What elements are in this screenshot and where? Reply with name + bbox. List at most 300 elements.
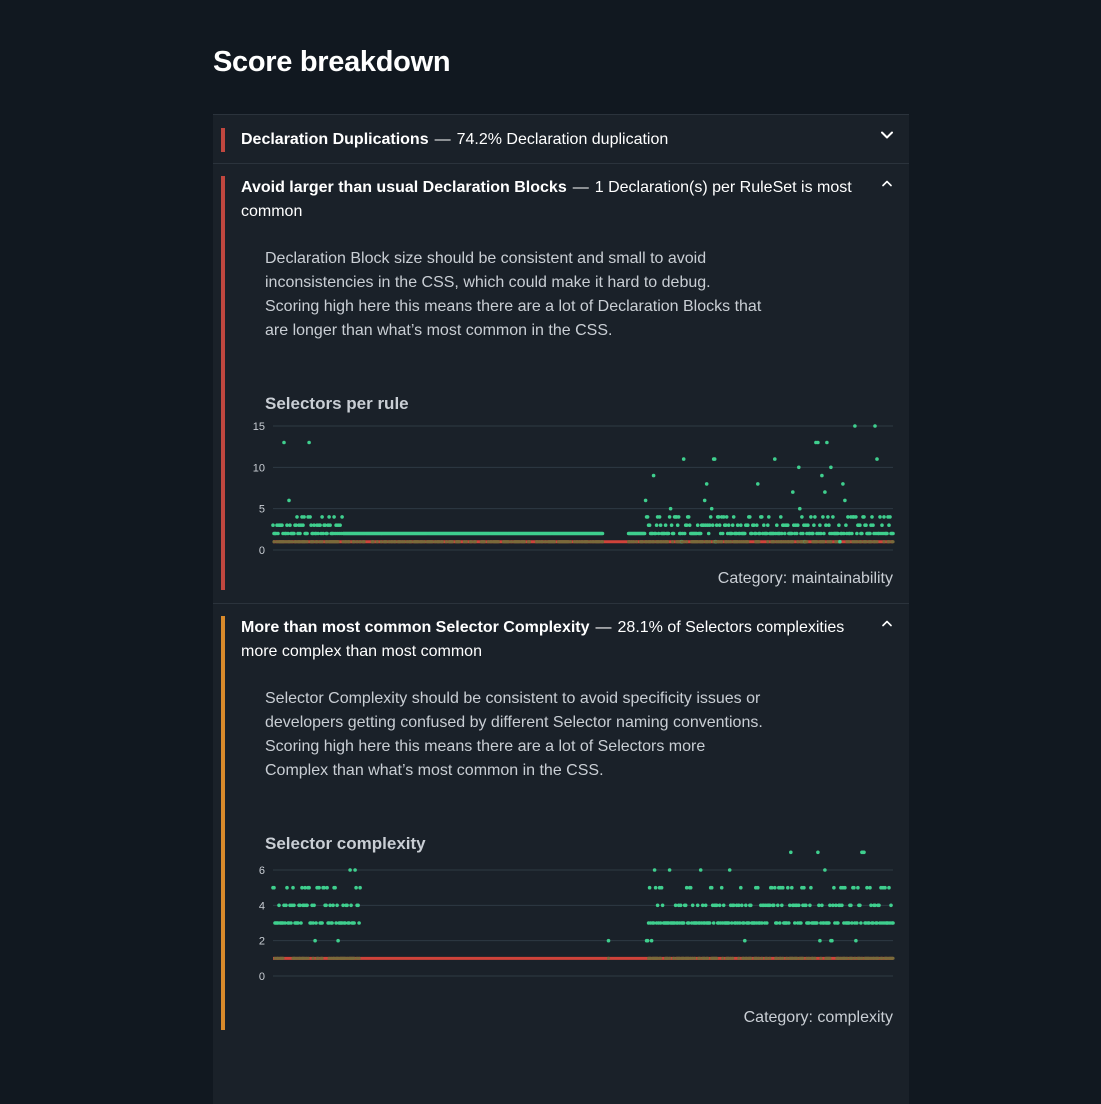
item-header[interactable] — [241, 128, 881, 152]
data-point — [852, 886, 856, 890]
data-point — [483, 540, 486, 543]
data-point — [841, 482, 845, 486]
data-point — [885, 532, 889, 536]
data-point — [306, 540, 309, 543]
data-point — [873, 424, 877, 428]
metric-name: Declaration Duplications — [241, 131, 429, 148]
data-point — [660, 886, 664, 890]
data-point — [385, 540, 388, 543]
data-point — [281, 957, 284, 960]
data-point — [743, 939, 747, 943]
data-point — [844, 523, 848, 527]
data-point — [729, 540, 732, 543]
data-point — [887, 886, 891, 890]
data-point — [632, 540, 635, 543]
data-point — [728, 868, 732, 872]
data-point — [786, 523, 790, 527]
data-point — [891, 532, 895, 536]
data-point — [780, 904, 784, 908]
data-point — [813, 957, 816, 960]
data-point — [787, 921, 791, 925]
data-point — [791, 490, 795, 494]
data-point — [815, 921, 819, 925]
data-point — [807, 957, 810, 960]
data-point — [847, 540, 850, 543]
data-point — [441, 540, 444, 543]
data-point — [773, 457, 777, 461]
data-point — [451, 540, 454, 543]
data-point — [679, 904, 683, 908]
data-point — [689, 886, 693, 890]
data-point — [349, 904, 353, 908]
data-point — [779, 515, 783, 519]
data-point — [648, 886, 652, 890]
data-point — [802, 886, 806, 890]
data-point — [775, 957, 778, 960]
data-point — [840, 904, 844, 908]
data-point — [321, 540, 324, 543]
data-point — [765, 921, 769, 925]
data-point — [354, 886, 358, 890]
data-point — [458, 540, 461, 543]
data-point — [650, 939, 654, 943]
data-point — [327, 515, 331, 519]
data-point — [746, 523, 750, 527]
data-point — [790, 886, 794, 890]
data-point — [767, 515, 771, 519]
data-point — [586, 540, 589, 543]
severity-bar — [221, 128, 225, 152]
data-point — [325, 532, 329, 536]
data-point — [282, 441, 286, 445]
chart-title: Selector complexity — [265, 834, 426, 853]
separator-dash: — — [595, 619, 612, 636]
data-point — [736, 523, 740, 527]
item-header[interactable] — [241, 616, 881, 664]
data-point — [826, 515, 830, 519]
data-point — [292, 532, 296, 536]
data-point — [403, 540, 406, 543]
data-point — [864, 540, 867, 543]
data-point — [358, 957, 361, 960]
data-point — [348, 540, 351, 543]
data-point — [722, 904, 726, 908]
data-point — [836, 921, 840, 925]
data-point — [827, 523, 831, 527]
data-point — [831, 515, 835, 519]
data-point — [783, 532, 787, 536]
data-point — [858, 523, 862, 527]
chevron-up-icon[interactable] — [879, 616, 895, 632]
data-point — [887, 540, 890, 543]
data-point — [340, 515, 344, 519]
score-breakdown-list — [213, 114, 909, 1104]
data-point — [705, 482, 709, 486]
data-point — [553, 540, 556, 543]
data-point — [749, 904, 753, 908]
data-point — [798, 507, 802, 511]
data-point — [871, 523, 875, 527]
data-point — [643, 532, 647, 536]
data-point — [307, 957, 310, 960]
data-point — [324, 904, 328, 908]
data-point — [829, 466, 833, 470]
data-point — [671, 540, 674, 543]
data-point — [301, 523, 305, 527]
data-point — [720, 540, 723, 543]
metric-summary: 28.1% of Selectors complexities more complex than most common — [241, 619, 845, 660]
data-point — [882, 540, 885, 543]
data-point — [808, 904, 812, 908]
data-point — [868, 886, 872, 890]
data-point — [785, 957, 788, 960]
data-point — [789, 851, 793, 855]
data-point — [302, 515, 306, 519]
data-point — [812, 523, 816, 527]
data-point — [815, 540, 818, 543]
data-point — [308, 515, 312, 519]
metric-summary: 1 Declaration(s) per RuleSet is most common — [241, 179, 852, 220]
data-point — [655, 523, 659, 527]
data-point — [843, 886, 847, 890]
data-point — [709, 515, 713, 519]
data-point — [746, 540, 749, 543]
data-point — [838, 540, 842, 544]
data-point — [335, 904, 339, 908]
data-point — [682, 540, 685, 543]
data-point — [818, 523, 822, 527]
data-point — [732, 515, 736, 519]
data-point — [796, 523, 800, 527]
data-point — [860, 532, 864, 536]
data-point — [891, 921, 895, 925]
data-point — [825, 441, 829, 445]
data-point — [696, 904, 700, 908]
data-point — [423, 540, 426, 543]
metric-name: More than most common Selector Complexity — [241, 619, 590, 636]
chevron-down-icon[interactable] — [879, 127, 895, 143]
data-point — [292, 904, 296, 908]
data-point — [737, 957, 740, 960]
data-point — [299, 921, 303, 925]
data-point — [870, 515, 874, 519]
data-point — [295, 515, 299, 519]
data-point — [666, 540, 669, 543]
data-point — [314, 921, 318, 925]
data-point — [854, 515, 858, 519]
data-point — [757, 540, 760, 543]
data-point — [816, 851, 820, 855]
data-point — [816, 441, 820, 445]
data-point — [795, 957, 798, 960]
chevron-up-icon[interactable] — [879, 176, 895, 192]
data-point — [860, 957, 863, 960]
data-point — [797, 904, 801, 908]
metric-name: Avoid larger than usual Declaration Blocks — [241, 179, 567, 196]
data-point — [287, 499, 291, 503]
data-point — [380, 540, 383, 543]
data-point — [786, 886, 790, 890]
data-point — [721, 532, 725, 536]
data-point — [830, 939, 834, 943]
data-point — [845, 957, 848, 960]
data-point — [656, 904, 660, 908]
data-point — [891, 540, 894, 543]
data-point — [685, 540, 688, 543]
data-point — [544, 540, 547, 543]
y-tick-label: 15 — [252, 421, 265, 433]
data-point — [358, 886, 362, 890]
y-tick-label: 5 — [258, 503, 265, 516]
data-point — [271, 523, 275, 527]
data-point — [352, 921, 356, 925]
data-point — [791, 540, 794, 543]
data-point — [854, 939, 858, 943]
data-point — [765, 957, 768, 960]
data-point — [683, 532, 687, 536]
data-point — [691, 904, 695, 908]
data-point — [300, 886, 304, 890]
data-point — [820, 474, 824, 478]
data-point — [320, 921, 324, 925]
data-point — [668, 515, 672, 519]
category-label: Category: maintainability — [717, 570, 893, 587]
data-point — [659, 957, 662, 960]
data-point — [880, 523, 884, 527]
y-tick-label: 6 — [258, 865, 265, 877]
data-point — [528, 540, 531, 543]
data-point — [659, 523, 663, 527]
data-point — [806, 523, 810, 527]
data-point — [668, 868, 672, 872]
data-point — [877, 904, 881, 908]
data-point — [701, 540, 704, 543]
data-point — [668, 957, 671, 960]
data-point — [317, 957, 320, 960]
data-point — [345, 904, 349, 908]
data-point — [781, 886, 785, 890]
data-point — [289, 921, 293, 925]
data-point — [272, 886, 276, 890]
data-point — [715, 957, 718, 960]
y-tick-label: 0 — [258, 971, 265, 983]
data-point — [356, 904, 360, 908]
data-point — [541, 540, 544, 543]
data-point — [410, 540, 413, 543]
breakdown-item-selector-complexity[interactable] — [213, 603, 909, 1104]
data-point — [312, 540, 315, 543]
data-point — [316, 540, 319, 543]
data-point — [760, 957, 763, 960]
data-point — [883, 886, 887, 890]
data-point — [743, 532, 747, 536]
data-point — [766, 540, 769, 543]
data-point — [731, 957, 734, 960]
data-point — [332, 515, 336, 519]
data-point — [887, 523, 891, 527]
data-point — [875, 540, 878, 543]
data-point — [805, 540, 808, 543]
data-point — [756, 886, 760, 890]
data-point — [682, 457, 686, 461]
data-point — [749, 957, 752, 960]
data-point — [601, 540, 604, 543]
data-point — [809, 886, 813, 890]
data-point — [474, 540, 477, 543]
data-point — [359, 540, 362, 543]
data-point — [757, 957, 760, 960]
data-point — [889, 904, 893, 908]
breakdown-item-declaration-duplications[interactable] — [213, 114, 909, 163]
data-point — [772, 904, 776, 908]
data-point — [762, 523, 766, 527]
data-point — [711, 523, 715, 527]
data-point — [607, 957, 610, 960]
data-point — [305, 532, 309, 536]
separator-dash: — — [434, 131, 451, 148]
data-point — [748, 515, 752, 519]
data-point — [677, 515, 681, 519]
data-point — [849, 904, 853, 908]
data-point — [684, 904, 688, 908]
data-point — [470, 540, 473, 543]
data-point — [882, 515, 886, 519]
data-point — [819, 957, 822, 960]
data-point — [291, 886, 295, 890]
data-point — [676, 523, 680, 527]
data-point — [353, 957, 356, 960]
data-point — [853, 424, 857, 428]
data-point — [465, 540, 468, 543]
data-point — [781, 957, 784, 960]
data-point — [875, 457, 879, 461]
data-point — [607, 939, 611, 943]
data-point — [809, 515, 813, 519]
separator-dash: — — [572, 179, 589, 196]
y-tick-label: 10 — [252, 462, 265, 475]
data-point — [727, 523, 731, 527]
data-point — [869, 540, 872, 543]
data-point — [313, 939, 317, 943]
data-point — [823, 868, 827, 872]
metric-description: Declaration Block size should be consistent and small to avoid inconsistencies in the CSS, which could make it hard to debug. Scoring high here this means there are a lot of Declaration Blocks that are longer than what’s most common in the CSS. — [265, 250, 762, 339]
data-point — [708, 540, 711, 543]
data-point — [331, 904, 335, 908]
data-point — [801, 957, 804, 960]
data-point — [305, 904, 309, 908]
data-point — [394, 540, 397, 543]
data-point — [710, 886, 714, 890]
data-point — [661, 904, 665, 908]
data-point — [353, 540, 356, 543]
data-point — [321, 957, 324, 960]
data-point — [285, 886, 289, 890]
data-point — [670, 523, 674, 527]
data-point — [320, 515, 324, 519]
breakdown-item-declaration-blocks[interactable] — [213, 163, 909, 603]
data-point — [718, 904, 722, 908]
data-point — [431, 540, 434, 543]
data-point — [813, 515, 817, 519]
data-point — [853, 957, 856, 960]
data-point — [707, 532, 711, 536]
data-point — [797, 466, 801, 470]
selectors-per-rule-chart — [252, 416, 897, 557]
data-point — [822, 532, 826, 536]
data-point — [658, 515, 662, 519]
data-point — [888, 515, 892, 519]
data-point — [778, 921, 782, 925]
data-point — [859, 921, 863, 925]
data-point — [832, 886, 836, 890]
data-point — [330, 921, 334, 925]
data-point — [773, 886, 777, 890]
item-header[interactable] — [241, 176, 881, 224]
data-point — [307, 441, 311, 445]
data-point — [720, 886, 724, 890]
y-tick-label: 2 — [258, 935, 265, 948]
data-point — [855, 532, 859, 536]
data-point — [843, 499, 847, 503]
data-point — [800, 515, 804, 519]
data-point — [376, 540, 379, 543]
data-point — [739, 523, 743, 527]
severity-bar — [221, 176, 225, 590]
data-point — [699, 868, 703, 872]
data-point — [353, 868, 357, 872]
data-point — [708, 921, 712, 925]
data-point — [756, 482, 760, 486]
data-point — [312, 957, 315, 960]
data-point — [772, 540, 775, 543]
data-point — [811, 532, 815, 536]
data-point — [799, 921, 803, 925]
selector-complexity-chart — [257, 862, 897, 982]
data-point — [348, 868, 352, 872]
data-point — [284, 904, 288, 908]
data-point — [337, 540, 340, 543]
y-tick-label: 4 — [258, 900, 265, 913]
data-point — [821, 515, 825, 519]
data-point — [731, 523, 735, 527]
data-point — [744, 904, 748, 908]
data-point — [664, 523, 668, 527]
data-point — [298, 532, 302, 536]
data-point — [760, 515, 764, 519]
data-point — [859, 540, 862, 543]
data-point — [641, 540, 644, 543]
data-point — [652, 540, 655, 543]
data-point — [766, 523, 770, 527]
data-point — [829, 540, 832, 543]
data-point — [827, 921, 831, 925]
data-point — [672, 532, 676, 536]
data-point — [372, 540, 375, 543]
data-point — [850, 957, 853, 960]
data-point — [828, 957, 831, 960]
data-point — [338, 523, 342, 527]
data-point — [696, 523, 700, 527]
data-point — [755, 523, 759, 527]
data-point — [290, 540, 293, 543]
data-point — [307, 886, 311, 890]
data-point — [855, 540, 858, 543]
data-point — [333, 886, 337, 890]
data-point — [510, 540, 513, 543]
data-point — [318, 523, 322, 527]
data-point — [706, 957, 709, 960]
data-point — [856, 886, 860, 890]
